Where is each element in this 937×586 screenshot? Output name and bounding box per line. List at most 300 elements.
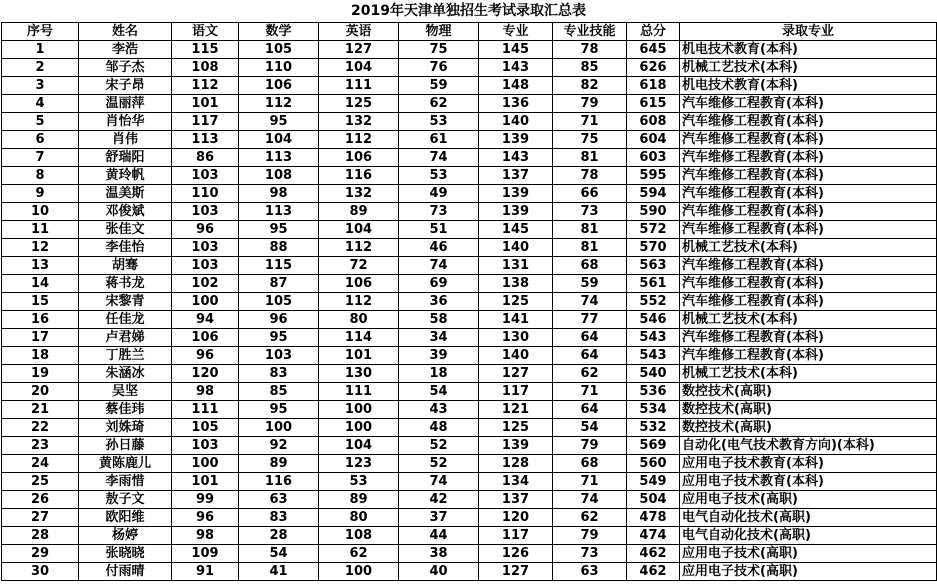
col-admitted-major-cell: 汽车维修工程教育(本科) [680, 257, 937, 275]
col-admitted-major-cell: 机械工艺技术(本科) [680, 365, 937, 383]
col-total-cell: 595 [627, 167, 680, 185]
col-name-cell: 任佳龙 [79, 311, 172, 329]
col-math-cell: 63 [239, 491, 319, 509]
col-total-cell: 645 [627, 41, 680, 59]
col-total-cell: 618 [627, 77, 680, 95]
col-admitted-major-cell: 汽车维修工程教育(本科) [680, 95, 937, 113]
table-row [2, 239, 937, 257]
col-physics-cell: 48 [399, 419, 479, 437]
col-major-score-cell: 127 [479, 365, 553, 383]
table-row [2, 545, 937, 563]
col-index-cell: 10 [2, 203, 79, 221]
col-index-cell: 21 [2, 401, 79, 419]
col-physics-header: 物理 [399, 23, 479, 41]
col-skill-cell: 64 [553, 347, 627, 365]
col-name-cell: 杨婷 [79, 527, 172, 545]
col-name-cell: 邓俊斌 [79, 203, 172, 221]
col-skill-cell: 62 [553, 365, 627, 383]
col-index-cell: 23 [2, 437, 79, 455]
col-physics-cell: 53 [399, 113, 479, 131]
col-skill-cell: 71 [553, 473, 627, 491]
col-major-score-cell: 139 [479, 185, 553, 203]
table-row [2, 149, 937, 167]
table-row [2, 41, 937, 59]
col-major-score-cell: 130 [479, 329, 553, 347]
col-major-score-cell: 125 [479, 293, 553, 311]
col-english-cell: 104 [319, 221, 399, 239]
table-row [2, 419, 937, 437]
col-chinese-cell: 99 [172, 491, 239, 509]
col-physics-cell: 53 [399, 167, 479, 185]
col-major-score-cell: 143 [479, 149, 553, 167]
col-skill-cell: 81 [553, 239, 627, 257]
col-skill-cell: 78 [553, 167, 627, 185]
col-name-cell: 肖伟 [79, 131, 172, 149]
col-math-cell: 85 [239, 383, 319, 401]
col-total-cell: 608 [627, 113, 680, 131]
col-total-cell: 478 [627, 509, 680, 527]
col-name-header: 姓名 [79, 23, 172, 41]
col-skill-cell: 64 [553, 401, 627, 419]
table-row [2, 257, 937, 275]
col-chinese-cell: 98 [172, 527, 239, 545]
col-chinese-cell: 103 [172, 167, 239, 185]
col-chinese-cell: 111 [172, 401, 239, 419]
col-english-cell: 101 [319, 347, 399, 365]
col-math-cell: 98 [239, 185, 319, 203]
col-total-cell: 570 [627, 239, 680, 257]
col-index-cell: 17 [2, 329, 79, 347]
col-admitted-major-cell: 汽车维修工程教育(本科) [680, 221, 937, 239]
col-math-cell: 100 [239, 419, 319, 437]
col-skill-cell: 79 [553, 527, 627, 545]
col-total-cell: 549 [627, 473, 680, 491]
col-chinese-cell: 100 [172, 455, 239, 473]
col-physics-cell: 40 [399, 563, 479, 581]
col-total-cell: 534 [627, 401, 680, 419]
col-math-cell: 95 [239, 329, 319, 347]
col-name-cell: 张晓晓 [79, 545, 172, 563]
col-english-cell: 104 [319, 437, 399, 455]
col-chinese-cell: 106 [172, 329, 239, 347]
col-chinese-cell: 91 [172, 563, 239, 581]
col-admitted-major-cell: 机械工艺技术(本科) [680, 239, 937, 257]
col-index-cell: 26 [2, 491, 79, 509]
table-title: 2019年天津单独招生考试录取汇总表 [351, 3, 586, 19]
col-english-cell: 100 [319, 419, 399, 437]
col-admitted-major-cell: 机械工艺技术(本科) [680, 311, 937, 329]
col-physics-cell: 34 [399, 329, 479, 347]
col-english-cell: 132 [319, 185, 399, 203]
admission-table [1, 22, 937, 581]
col-math-cell: 83 [239, 365, 319, 383]
col-admitted-major-cell: 数控技术(高职) [680, 383, 937, 401]
col-index-cell: 14 [2, 275, 79, 293]
col-major-score-cell: 143 [479, 59, 553, 77]
col-index-cell: 9 [2, 185, 79, 203]
col-skill-cell: 66 [553, 185, 627, 203]
col-name-cell: 朱涵冰 [79, 365, 172, 383]
col-major-score-cell: 128 [479, 455, 553, 473]
col-physics-cell: 38 [399, 545, 479, 563]
col-physics-cell: 44 [399, 527, 479, 545]
col-chinese-cell: 103 [172, 203, 239, 221]
col-english-cell: 111 [319, 383, 399, 401]
col-english-cell: 112 [319, 293, 399, 311]
col-chinese-cell: 100 [172, 293, 239, 311]
col-name-cell: 卢君娣 [79, 329, 172, 347]
col-physics-cell: 75 [399, 41, 479, 59]
col-english-cell: 53 [319, 473, 399, 491]
col-name-cell: 肖怡华 [79, 113, 172, 131]
col-physics-cell: 59 [399, 77, 479, 95]
col-chinese-cell: 103 [172, 239, 239, 257]
col-admitted-major-header: 录取专业 [680, 23, 937, 41]
col-math-cell: 95 [239, 221, 319, 239]
col-admitted-major-cell: 汽车维修工程教育(本科) [680, 347, 937, 365]
col-english-cell: 114 [319, 329, 399, 347]
col-math-cell: 106 [239, 77, 319, 95]
col-total-cell: 504 [627, 491, 680, 509]
col-math-cell: 105 [239, 293, 319, 311]
col-chinese-cell: 86 [172, 149, 239, 167]
table-row [2, 383, 937, 401]
col-name-cell: 邹子杰 [79, 59, 172, 77]
col-major-score-cell: 141 [479, 311, 553, 329]
col-admitted-major-cell: 自动化(电气技术教育方向)(本科) [680, 437, 937, 455]
table-row [2, 365, 937, 383]
col-math-header: 数学 [239, 23, 319, 41]
col-chinese-header: 语文 [172, 23, 239, 41]
col-total-cell: 603 [627, 149, 680, 167]
col-skill-cell: 75 [553, 131, 627, 149]
col-math-cell: 110 [239, 59, 319, 77]
col-skill-header: 专业技能 [553, 23, 627, 41]
col-total-cell: 569 [627, 437, 680, 455]
col-admitted-major-cell: 汽车维修工程教育(本科) [680, 131, 937, 149]
col-chinese-cell: 101 [172, 95, 239, 113]
table-row [2, 491, 937, 509]
col-english-cell: 104 [319, 59, 399, 77]
col-skill-cell: 73 [553, 203, 627, 221]
col-major-score-cell: 126 [479, 545, 553, 563]
col-name-cell: 温美斯 [79, 185, 172, 203]
col-name-cell: 蔡佳玮 [79, 401, 172, 419]
col-physics-cell: 69 [399, 275, 479, 293]
col-skill-cell: 71 [553, 113, 627, 131]
col-skill-cell: 82 [553, 77, 627, 95]
col-math-cell: 108 [239, 167, 319, 185]
col-chinese-cell: 115 [172, 41, 239, 59]
col-english-cell: 106 [319, 149, 399, 167]
col-skill-cell: 81 [553, 221, 627, 239]
col-math-cell: 115 [239, 257, 319, 275]
table-row [2, 455, 937, 473]
col-skill-cell: 78 [553, 41, 627, 59]
col-math-cell: 95 [239, 401, 319, 419]
col-math-cell: 103 [239, 347, 319, 365]
col-skill-cell: 59 [553, 275, 627, 293]
table-row [2, 401, 937, 419]
col-total-cell: 546 [627, 311, 680, 329]
col-index-header: 序号 [2, 23, 79, 41]
col-math-cell: 83 [239, 509, 319, 527]
table-row [2, 59, 937, 77]
col-index-cell: 7 [2, 149, 79, 167]
col-physics-cell: 49 [399, 185, 479, 203]
col-name-cell: 张佳文 [79, 221, 172, 239]
col-major-score-cell: 127 [479, 563, 553, 581]
col-chinese-cell: 110 [172, 185, 239, 203]
col-major-score-cell: 145 [479, 41, 553, 59]
col-math-cell: 54 [239, 545, 319, 563]
col-english-cell: 62 [319, 545, 399, 563]
col-chinese-cell: 117 [172, 113, 239, 131]
col-admitted-major-cell: 机电技术教育(本科) [680, 41, 937, 59]
table-row [2, 329, 937, 347]
col-name-cell: 李佳怡 [79, 239, 172, 257]
col-chinese-cell: 96 [172, 347, 239, 365]
col-physics-cell: 52 [399, 455, 479, 473]
col-physics-cell: 74 [399, 473, 479, 491]
col-total-cell: 543 [627, 347, 680, 365]
col-english-cell: 106 [319, 275, 399, 293]
col-physics-cell: 36 [399, 293, 479, 311]
col-total-cell: 560 [627, 455, 680, 473]
col-english-cell: 127 [319, 41, 399, 59]
table-row [2, 203, 937, 221]
col-admitted-major-cell: 机械工艺技术(本科) [680, 59, 937, 77]
col-english-cell: 108 [319, 527, 399, 545]
col-chinese-cell: 96 [172, 509, 239, 527]
col-index-cell: 16 [2, 311, 79, 329]
col-physics-cell: 46 [399, 239, 479, 257]
col-admitted-major-cell: 汽车维修工程教育(本科) [680, 275, 937, 293]
col-skill-cell: 74 [553, 293, 627, 311]
col-chinese-cell: 101 [172, 473, 239, 491]
col-chinese-cell: 105 [172, 419, 239, 437]
col-physics-cell: 54 [399, 383, 479, 401]
col-total-cell: 532 [627, 419, 680, 437]
col-index-cell: 1 [2, 41, 79, 59]
col-skill-cell: 68 [553, 455, 627, 473]
col-total-cell: 474 [627, 527, 680, 545]
col-physics-cell: 51 [399, 221, 479, 239]
col-index-cell: 18 [2, 347, 79, 365]
col-name-cell: 胡骞 [79, 257, 172, 275]
col-total-cell: 540 [627, 365, 680, 383]
col-math-cell: 92 [239, 437, 319, 455]
col-math-cell: 89 [239, 455, 319, 473]
col-major-score-cell: 140 [479, 239, 553, 257]
col-index-cell: 12 [2, 239, 79, 257]
col-major-score-cell: 125 [479, 419, 553, 437]
table-row [2, 167, 937, 185]
col-skill-cell: 79 [553, 437, 627, 455]
col-index-cell: 6 [2, 131, 79, 149]
header-row [2, 23, 937, 41]
col-index-cell: 13 [2, 257, 79, 275]
col-name-cell: 蒋书龙 [79, 275, 172, 293]
col-name-cell: 孙日藤 [79, 437, 172, 455]
col-english-cell: 80 [319, 311, 399, 329]
col-admitted-major-cell: 汽车维修工程教育(本科) [680, 149, 937, 167]
col-skill-cell: 74 [553, 491, 627, 509]
col-admitted-major-cell: 应用电子技术(高职) [680, 491, 937, 509]
col-physics-cell: 37 [399, 509, 479, 527]
col-major-score-cell: 145 [479, 221, 553, 239]
col-name-cell: 舒瑞阳 [79, 149, 172, 167]
col-skill-cell: 63 [553, 563, 627, 581]
col-total-cell: 561 [627, 275, 680, 293]
col-english-cell: 89 [319, 491, 399, 509]
table-row [2, 311, 937, 329]
col-math-cell: 88 [239, 239, 319, 257]
col-total-cell: 462 [627, 545, 680, 563]
col-total-cell: 536 [627, 383, 680, 401]
col-math-cell: 113 [239, 203, 319, 221]
col-index-cell: 27 [2, 509, 79, 527]
col-name-cell: 黄玲帆 [79, 167, 172, 185]
table-row [2, 509, 937, 527]
table-row [2, 563, 937, 581]
col-admitted-major-cell: 汽车维修工程教育(本科) [680, 185, 937, 203]
col-total-cell: 552 [627, 293, 680, 311]
col-index-cell: 4 [2, 95, 79, 113]
col-math-cell: 41 [239, 563, 319, 581]
col-admitted-major-cell: 电气自动化技术(高职) [680, 527, 937, 545]
col-chinese-cell: 94 [172, 311, 239, 329]
col-english-cell: 112 [319, 239, 399, 257]
col-chinese-cell: 103 [172, 437, 239, 455]
col-skill-cell: 71 [553, 383, 627, 401]
col-major-score-cell: 117 [479, 527, 553, 545]
table-row [2, 113, 937, 131]
col-admitted-major-cell: 电气自动化技术(高职) [680, 509, 937, 527]
col-physics-cell: 76 [399, 59, 479, 77]
col-major-score-cell: 139 [479, 203, 553, 221]
col-index-cell: 28 [2, 527, 79, 545]
col-admitted-major-cell: 汽车维修工程教育(本科) [680, 167, 937, 185]
col-name-cell: 宋黎青 [79, 293, 172, 311]
col-chinese-cell: 102 [172, 275, 239, 293]
col-math-cell: 113 [239, 149, 319, 167]
col-physics-cell: 74 [399, 257, 479, 275]
col-admitted-major-cell: 汽车维修工程教育(本科) [680, 203, 937, 221]
col-index-cell: 8 [2, 167, 79, 185]
col-name-cell: 黄陈鹿儿 [79, 455, 172, 473]
col-total-cell: 462 [627, 563, 680, 581]
col-english-cell: 112 [319, 131, 399, 149]
col-major-score-cell: 148 [479, 77, 553, 95]
col-index-cell: 24 [2, 455, 79, 473]
col-admitted-major-cell: 数控技术(高职) [680, 401, 937, 419]
col-total-cell: 590 [627, 203, 680, 221]
col-physics-cell: 18 [399, 365, 479, 383]
col-major-score-header: 专业 [479, 23, 553, 41]
col-chinese-cell: 108 [172, 59, 239, 77]
col-major-score-cell: 117 [479, 383, 553, 401]
table-row [2, 131, 937, 149]
table-row [2, 293, 937, 311]
col-major-score-cell: 140 [479, 347, 553, 365]
col-index-cell: 22 [2, 419, 79, 437]
col-major-score-cell: 139 [479, 437, 553, 455]
col-total-header: 总分 [627, 23, 680, 41]
col-physics-cell: 74 [399, 149, 479, 167]
col-admitted-major-cell: 应用电子技术教育(本科) [680, 455, 937, 473]
col-name-cell: 欧阳维 [79, 509, 172, 527]
col-skill-cell: 81 [553, 149, 627, 167]
col-physics-cell: 42 [399, 491, 479, 509]
col-name-cell: 刘姝琦 [79, 419, 172, 437]
col-index-cell: 29 [2, 545, 79, 563]
col-index-cell: 11 [2, 221, 79, 239]
col-admitted-major-cell: 机电技术教育(本科) [680, 77, 937, 95]
col-index-cell: 30 [2, 563, 79, 581]
col-skill-cell: 77 [553, 311, 627, 329]
col-skill-cell: 54 [553, 419, 627, 437]
col-physics-cell: 43 [399, 401, 479, 419]
col-index-cell: 15 [2, 293, 79, 311]
col-name-cell: 丁胜兰 [79, 347, 172, 365]
col-chinese-cell: 103 [172, 257, 239, 275]
col-major-score-cell: 136 [479, 95, 553, 113]
col-english-cell: 116 [319, 167, 399, 185]
col-math-cell: 104 [239, 131, 319, 149]
col-name-cell: 李雨惜 [79, 473, 172, 491]
col-english-cell: 100 [319, 563, 399, 581]
col-physics-cell: 61 [399, 131, 479, 149]
table-body [2, 41, 937, 581]
col-math-cell: 105 [239, 41, 319, 59]
table-row [2, 437, 937, 455]
col-skill-cell: 79 [553, 95, 627, 113]
col-admitted-major-cell: 应用电子技术教育(本科) [680, 473, 937, 491]
col-chinese-cell: 120 [172, 365, 239, 383]
col-english-cell: 100 [319, 401, 399, 419]
col-english-cell: 123 [319, 455, 399, 473]
col-major-score-cell: 140 [479, 113, 553, 131]
col-admitted-major-cell: 汽车维修工程教育(本科) [680, 329, 937, 347]
table-row [2, 221, 937, 239]
col-admitted-major-cell: 数控技术(高职) [680, 419, 937, 437]
col-total-cell: 572 [627, 221, 680, 239]
col-physics-cell: 39 [399, 347, 479, 365]
col-index-cell: 19 [2, 365, 79, 383]
col-math-cell: 112 [239, 95, 319, 113]
col-english-cell: 125 [319, 95, 399, 113]
table-row [2, 95, 937, 113]
table-row [2, 527, 937, 545]
col-english-cell: 80 [319, 509, 399, 527]
col-math-cell: 28 [239, 527, 319, 545]
col-major-score-cell: 121 [479, 401, 553, 419]
col-major-score-cell: 139 [479, 131, 553, 149]
col-english-cell: 72 [319, 257, 399, 275]
col-total-cell: 594 [627, 185, 680, 203]
col-chinese-cell: 113 [172, 131, 239, 149]
col-chinese-cell: 96 [172, 221, 239, 239]
col-skill-cell: 62 [553, 509, 627, 527]
col-name-cell: 敖子文 [79, 491, 172, 509]
col-index-cell: 5 [2, 113, 79, 131]
col-math-cell: 116 [239, 473, 319, 491]
col-name-cell: 李浩 [79, 41, 172, 59]
col-major-score-cell: 134 [479, 473, 553, 491]
col-major-score-cell: 138 [479, 275, 553, 293]
table-row [2, 473, 937, 491]
